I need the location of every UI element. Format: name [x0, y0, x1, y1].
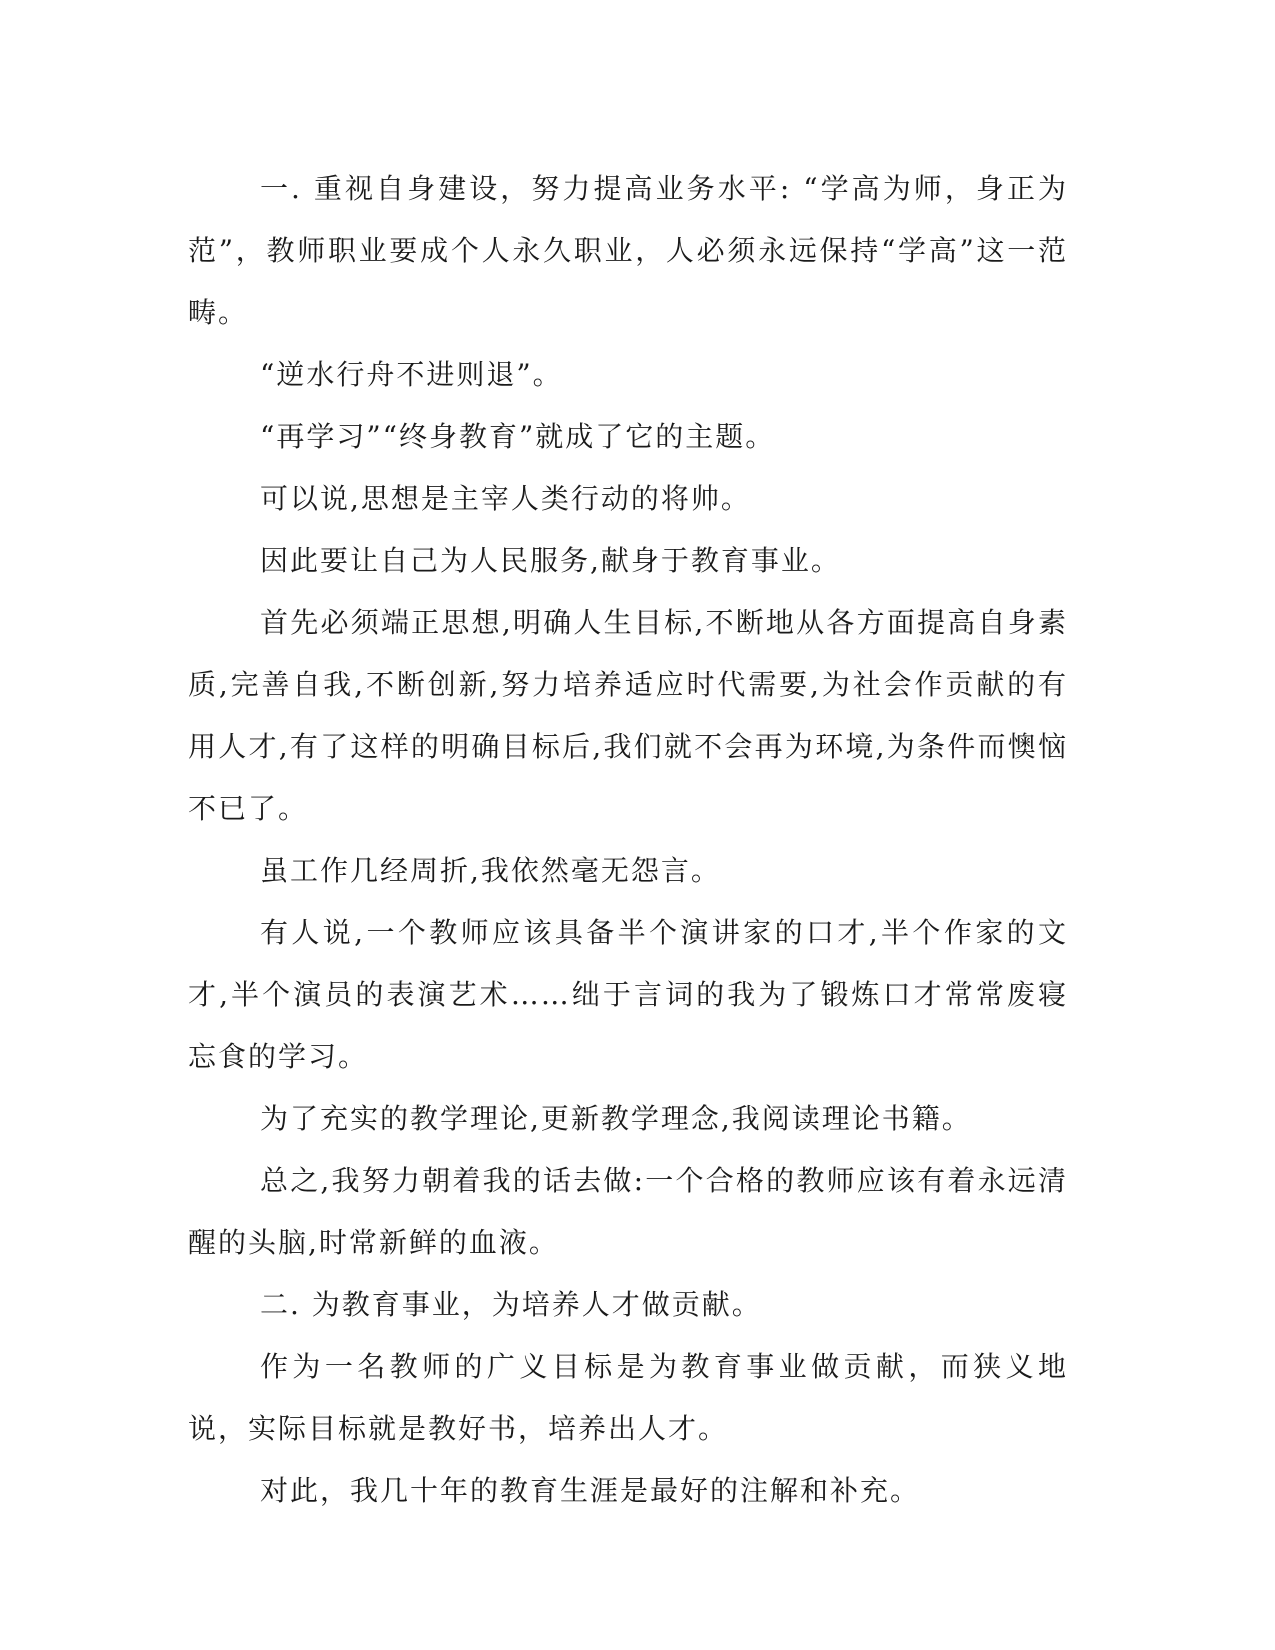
paragraph-8: 有人说,一个教师应该具备半个演讲家的口才,半个作家的文才,半个演员的表演艺术……绌于言词的我为了锻炼口才常常废寝忘食的学习。 — [188, 916, 1068, 1073]
paragraph-3: “再学习”“终身教育”就成了它的主题。 — [260, 420, 776, 453]
paragraph-9: 为了充实的教学理论,更新教学理念,我阅读理论书籍。 — [260, 1102, 972, 1135]
paragraph-4: 可以说,思想是主宰人类行动的将帅。 — [260, 482, 751, 515]
paragraph-5: 因此要让自己为人民服务,献身于教育事业。 — [260, 544, 841, 577]
paragraph-11: 二. 为教育事业，为培养人才做贡献。 — [260, 1288, 762, 1321]
paragraph-6: 首先必须端正思想,明确人生目标,不断地从各方面提高自身素质,完善自我,不断创新,努力培养适应时代需要,为社会作贡献的有用人才,有了这样的明确目标后,我们就不会再为环境,为条件而懊恼不已了。 — [188, 606, 1068, 825]
document-body — [188, 158, 1068, 1522]
paragraph-12: 作为一名教师的广义目标是为教育事业做贡献，而狭义地说，实际目标就是教好书，培养出人才。 — [188, 1350, 1068, 1445]
paragraph-10: 总之,我努力朝着我的话去做:一个合格的教师应该有着永远清醒的头脑,时常新鲜的血液。 — [188, 1164, 1068, 1259]
paragraph-7: 虽工作几经周折,我依然毫无怨言。 — [260, 854, 721, 887]
paragraph-13: 对此，我几十年的教育生涯是最好的注解和补充。 — [260, 1474, 921, 1507]
paragraph-1: 一. 重视自身建设，努力提高业务水平: “学高为师，身正为范”，教师职业要成个人永久职业，人必须永远保持“学高”这一范畴。 — [188, 172, 1068, 329]
paragraph-2: “逆水行舟不进则退”。 — [260, 358, 563, 391]
